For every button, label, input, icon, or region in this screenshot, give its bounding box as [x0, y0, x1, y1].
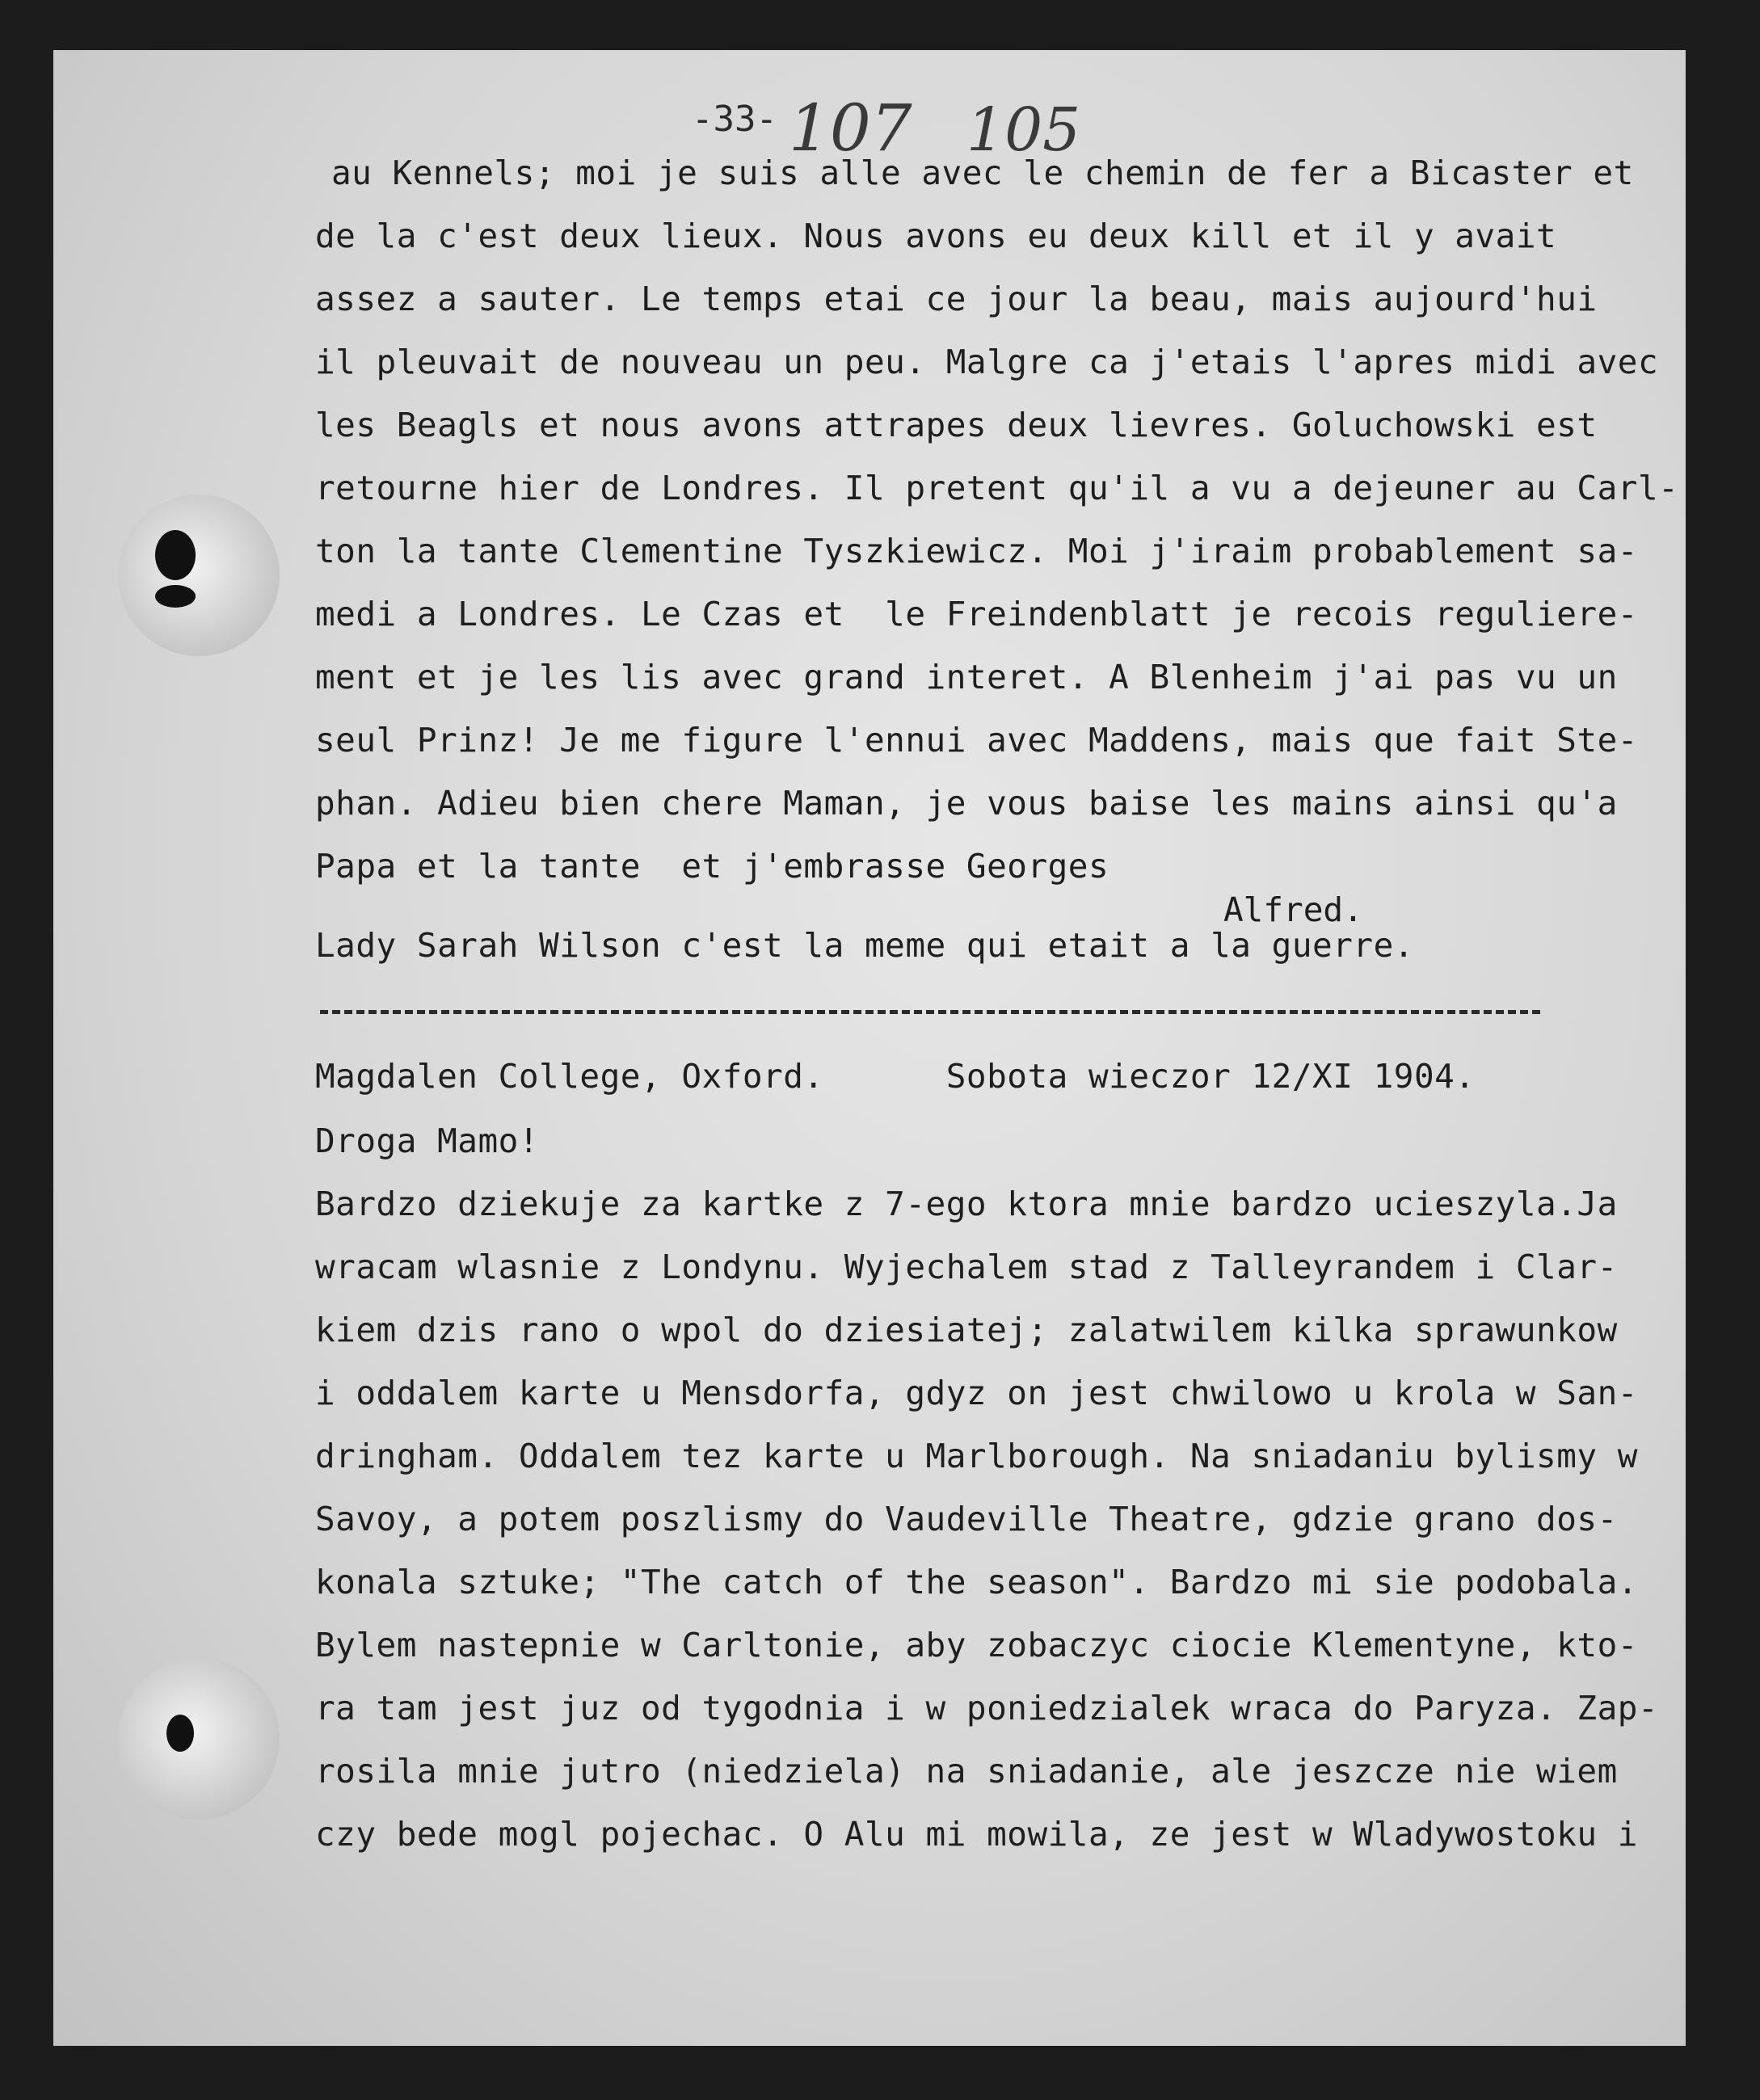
letter1-line: retourne hier de Londres. Il pretent qu'il a vu a dejeuner au Carl- [315, 469, 1679, 507]
letter1-line: au Kennels; moi je suis alle avec le chemin de fer a Bicaster et [331, 154, 1634, 192]
handwritten-archive-number: 105 [966, 95, 1081, 165]
letter1-line: ment et je les lis avec grand interet. A Blenheim j'ai pas vu un [315, 658, 1618, 696]
punch-hole-bottom [118, 1658, 280, 1820]
letter2-line: konala sztuke; "The catch of the season". Bardzo mi sie podobala. [315, 1563, 1638, 1601]
letter1-line: il pleuvait de nouveau un peu. Malgre ca j'etais l'apres midi avec [315, 343, 1659, 381]
letter2-salutation: Droga Mamo! [315, 1122, 540, 1160]
letter1-line: Papa et la tante et j'embrasse Georges [315, 847, 1109, 886]
letter2-line: kiem dzis rano o wpol do dziesiatej; zalatwilem kilka sprawunkow [315, 1311, 1618, 1349]
hole-shadow-mark [155, 585, 196, 608]
letter1-line: ton la tante Clementine Tyszkiewicz. Moi j'iraim probablement sa- [315, 532, 1638, 570]
hole-shadow-mark [166, 1715, 194, 1752]
letter1-line: assez a sauter. Le temps etai ce jour la beau, mais aujourd'hui [315, 280, 1598, 318]
typed-page-number: -33- [692, 99, 777, 140]
letter1-line: medi a Londres. Le Czas et le Freindenblatt je recois reguliere- [315, 595, 1638, 633]
punch-hole-top [118, 494, 280, 656]
letter2-line: wracam wlasnie z Londynu. Wyjechalem stad z Talleyrandem i Clar- [315, 1248, 1618, 1286]
letter1-line: seul Prinz! Je me figure l'ennui avec Maddens, mais que fait Ste- [315, 721, 1638, 760]
handwritten-archive-number: 107 [789, 90, 912, 166]
hole-shadow-mark [155, 530, 196, 580]
letter2-line: rosila mnie jutro (niedziela) na sniadanie, ale jeszcze nie wiem [315, 1752, 1618, 1791]
letter2-line: czy bede mogl pojechac. O Alu mi mowila, ze jest w Wladywostoku i [315, 1815, 1638, 1854]
letter2-line: dringham. Oddalem tez karte u Marlborough. Na sniadaniu bylismy w [315, 1437, 1638, 1475]
letter2-line: ra tam jest juz od tygodnia i w poniedzialek wraca do Paryza. Zap- [315, 1689, 1659, 1728]
letter2-line: Bardzo dziekuje za kartke z 7-ego ktora mnie bardzo ucieszyla.Ja [315, 1185, 1618, 1223]
letter1-postscript: Lady Sarah Wilson c'est la meme qui etait a la guerre. [315, 926, 1414, 965]
letter2-header: Magdalen College, Oxford. Sobota wieczor 12/XI 1904. [315, 1057, 1476, 1096]
letter-separator [320, 1010, 1540, 1014]
document-page [53, 50, 1686, 2046]
letter2-line: Savoy, a potem poszlismy do Vaudeville Theatre, gdzie grano dos- [315, 1500, 1618, 1538]
letter1-line: les Beagls et nous avons attrapes deux lievres. Goluchowski est [315, 406, 1598, 444]
letter1-line: de la c'est deux lieux. Nous avons eu deux kill et il y avait [315, 217, 1557, 255]
letter2-line: i oddalem karte u Mensdorfa, gdyz on jest chwilowo u krola w San- [315, 1374, 1638, 1412]
letter1-line: phan. Adieu bien chere Maman, je vous baise les mains ainsi qu'a [315, 784, 1618, 823]
letter1-signature: Alfred. [1223, 890, 1363, 929]
letter2-line: Bylem nastepnie w Carltonie, aby zobaczyc ciocie Klementyne, kto- [315, 1626, 1638, 1664]
